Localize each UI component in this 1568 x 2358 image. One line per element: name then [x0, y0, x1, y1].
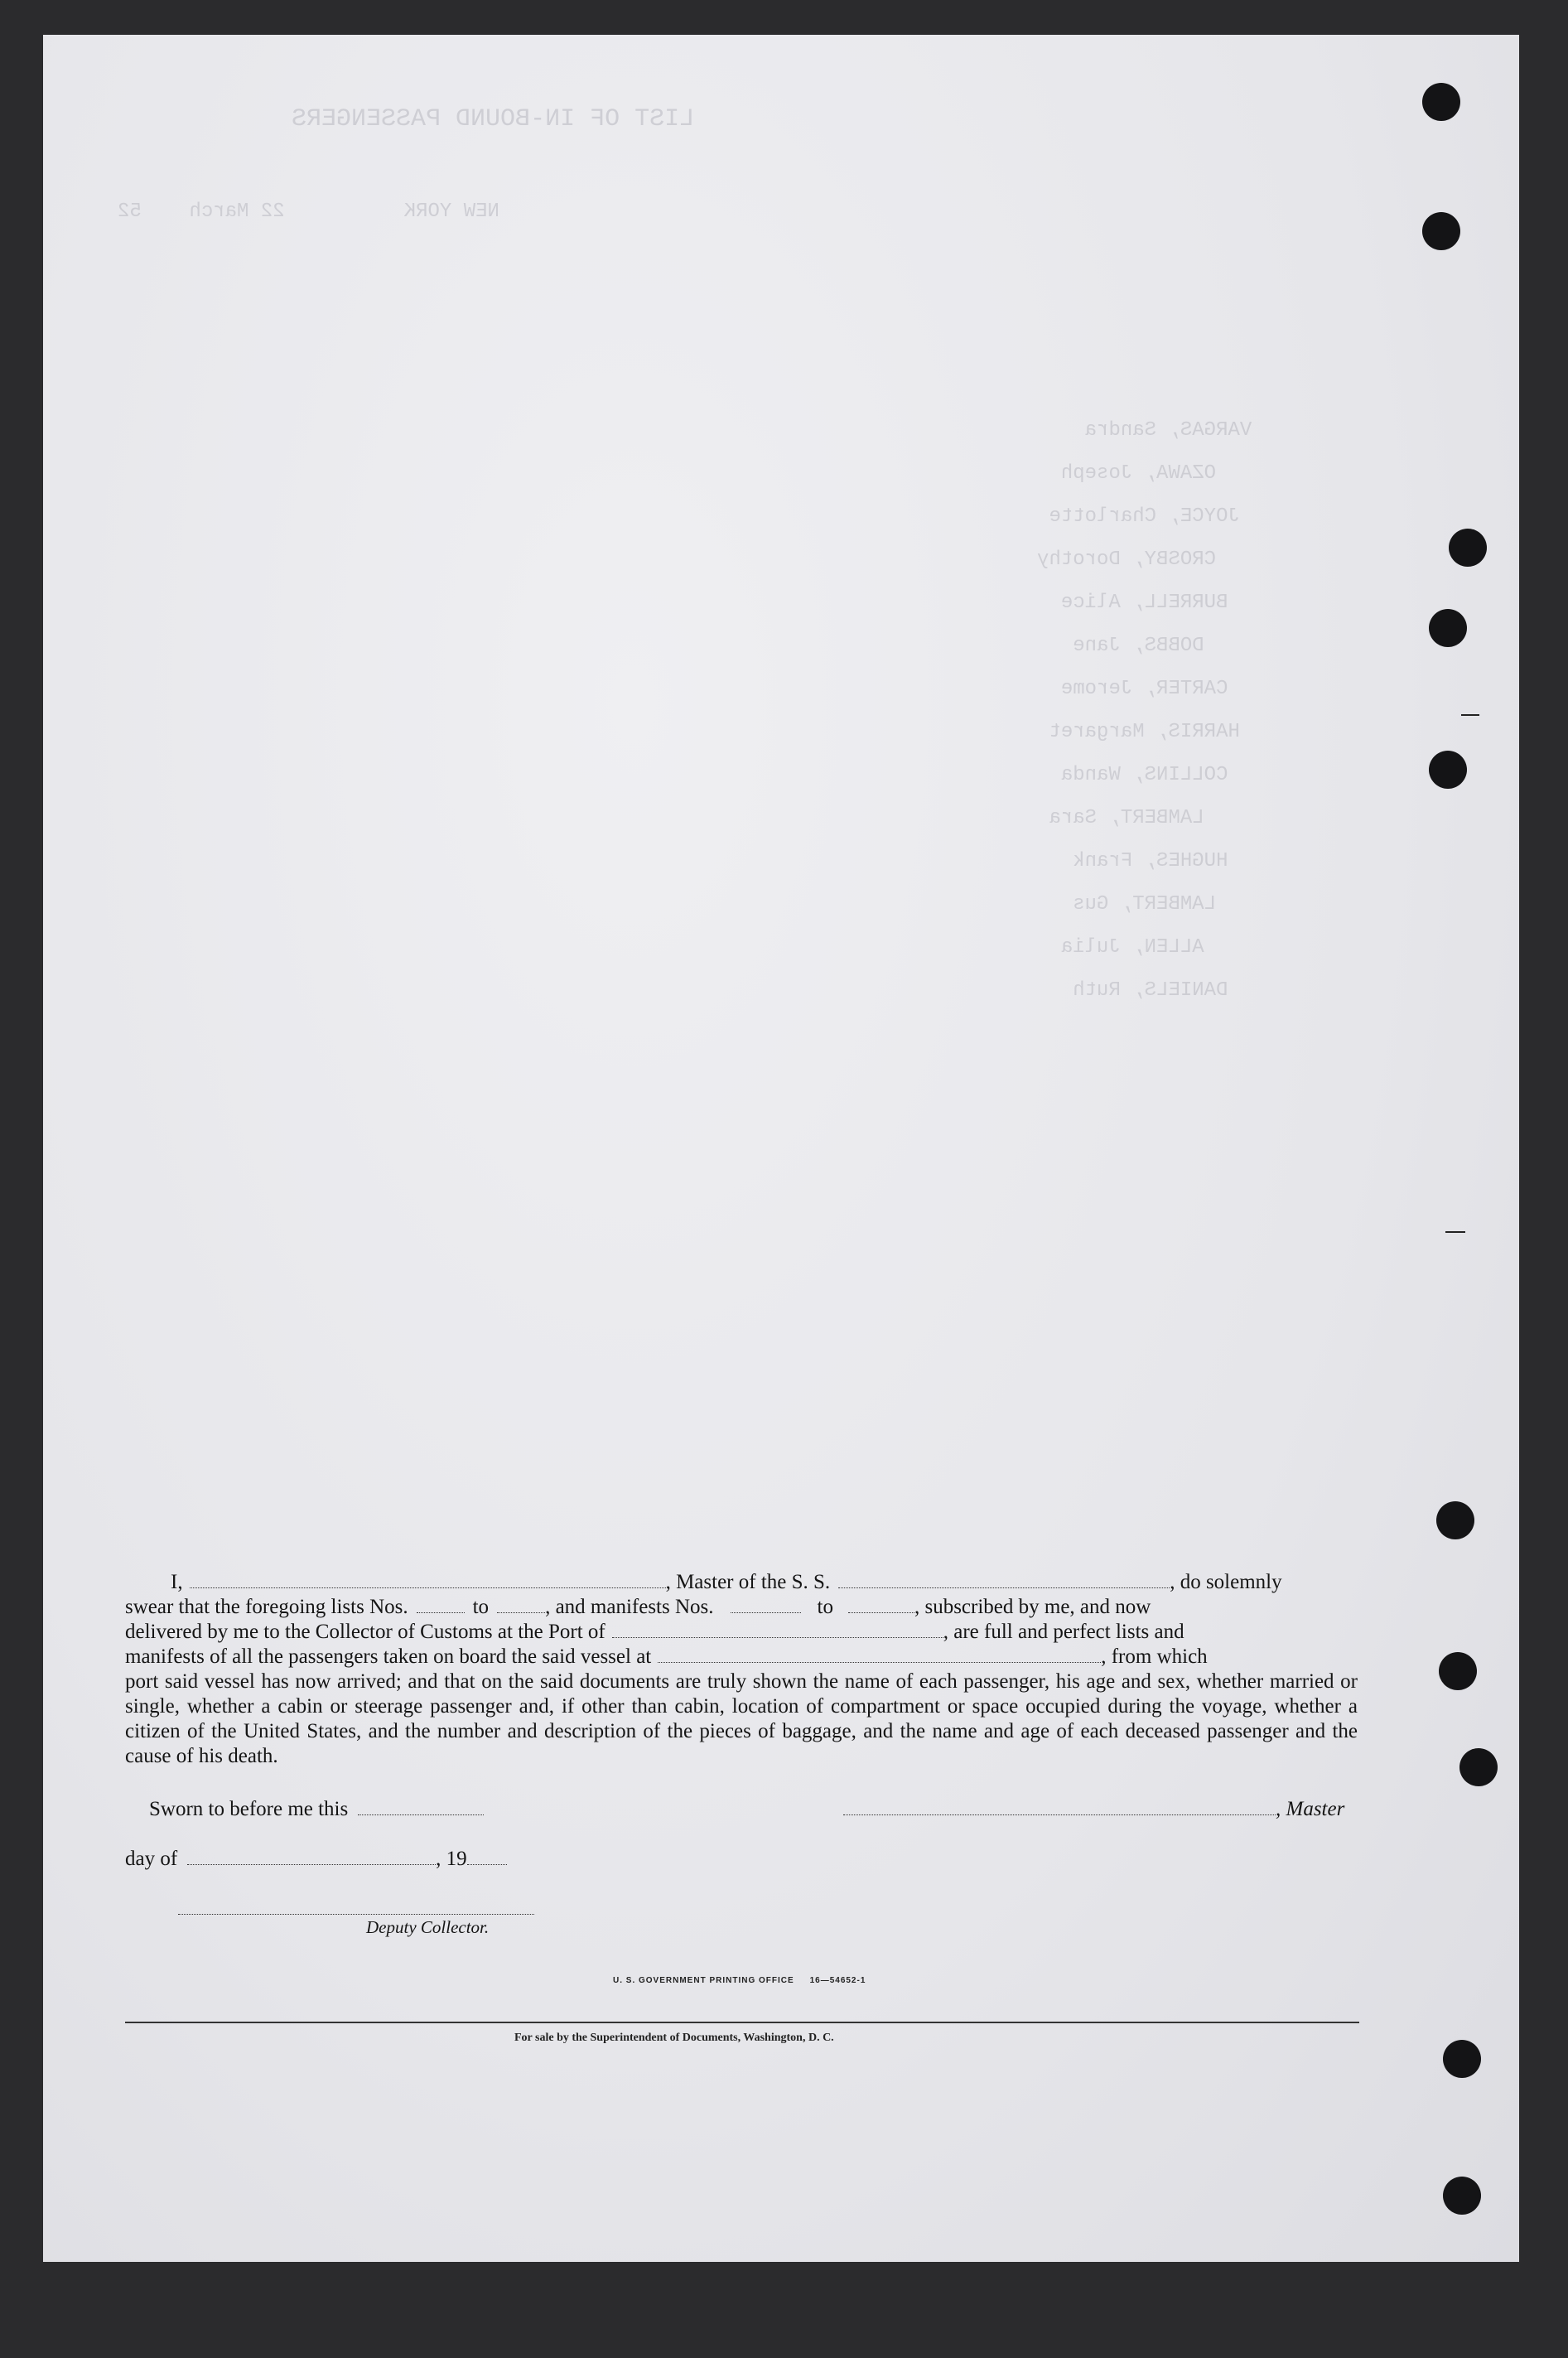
oath-line-3 — [125, 1620, 1358, 1645]
deputy-collector-label: Deputy Collector. — [366, 1917, 490, 1937]
oath-full-perfect: , are full and perfect lists and — [943, 1621, 1184, 1643]
binder-hole — [1443, 2040, 1481, 2078]
margin-mark — [1461, 714, 1479, 716]
day-of-line — [125, 1848, 507, 1871]
sale-notice: For sale by the Superintendent of Documents, Washington, D. C. — [514, 2032, 834, 2044]
binder-hole — [1449, 529, 1487, 567]
port-blank — [612, 1621, 943, 1638]
master-label: , Master — [1276, 1798, 1345, 1820]
master-name-blank — [190, 1571, 666, 1588]
margin-mark — [1445, 1231, 1465, 1233]
oath-line-1 — [125, 1570, 1358, 1595]
oath-line-4 — [125, 1645, 1358, 1669]
sworn-label: Sworn to before me this — [149, 1798, 349, 1820]
year-label: , 19 — [436, 1848, 467, 1870]
oath-to: to — [817, 1596, 833, 1618]
sworn-day-blank — [358, 1798, 484, 1815]
oath-taken-on-board: manifests of all the passengers taken on board the said vessel at — [125, 1645, 652, 1668]
binder-hole — [1436, 1501, 1474, 1539]
binder-hole — [1429, 609, 1467, 647]
master-signature-blank — [843, 1798, 1276, 1815]
oath-master-of: , Master of the S. S. — [665, 1571, 831, 1593]
oath-manifests-nos: , and manifests Nos. — [545, 1596, 714, 1618]
oath-i: I, — [171, 1571, 183, 1593]
binder-hole — [1443, 2177, 1481, 2215]
oath-subscribed: , subscribed by me, and now — [914, 1596, 1151, 1618]
bleed-through-text: LIST OF IN-BOUND PASSENGERS — [292, 105, 695, 133]
oath-paragraph — [125, 1570, 1358, 1769]
binder-hole — [1422, 212, 1460, 250]
manifest-to-blank — [848, 1596, 914, 1613]
binder-hole — [1422, 83, 1460, 121]
oath-body: port said vessel has now arrived; and that on the said documents are truly shown the name of each passenger, his age and sex, whether married or single, whether a cabin or steerage passenger and, if other than cabin, location of compartment or space occupied during the voyage, whether a citizen of the United States, and the number and description of the pieces of baggage, and the name and age of each deceased passenger and the cause of his death. — [125, 1670, 1358, 1767]
vessel-name-blank — [838, 1571, 1170, 1588]
printing-office-line: U. S. GOVERNMENT PRINTING OFFICE 16—54652-1 — [613, 1976, 866, 1985]
footer-rule — [125, 2022, 1359, 2023]
binder-hole — [1459, 1748, 1498, 1786]
list-to-blank — [497, 1596, 545, 1613]
bleed-through-text: VARGAS, Sandra OZAWA, Joseph JOYCE, Charlotte CROSBY, Dorothy BURRELL, Alice DOBBS, Jane CARTER, Jerome HARRIS, Margaret COLLINS, Wanda LAMBERT, Sara HUGHES, Frank LAMBERT, Gus ALLEN, Julia DANIELS, Ruth — [1037, 419, 1252, 1002]
binder-hole — [1439, 1652, 1477, 1690]
year-blank — [467, 1848, 507, 1865]
document-page — [43, 35, 1519, 2262]
list-from-blank — [417, 1596, 465, 1613]
day-of-blank — [187, 1848, 436, 1865]
oath-solemnly: , do solemnly — [1170, 1571, 1282, 1593]
deputy-signature-line — [178, 1914, 534, 1915]
manifest-from-blank — [731, 1596, 801, 1613]
oath-to: to — [472, 1596, 490, 1618]
master-signature-line — [843, 1798, 1344, 1821]
oath-from-which: , from which — [1101, 1645, 1208, 1668]
departure-port-blank — [658, 1645, 1101, 1663]
sworn-line — [149, 1798, 484, 1821]
day-of-label: day of — [125, 1848, 178, 1870]
binder-hole — [1429, 751, 1467, 789]
oath-lists-nos: swear that the foregoing lists Nos. — [125, 1596, 408, 1618]
oath-port-of: delivered by me to the Collector of Customs at the Port of — [125, 1621, 605, 1643]
oath-line-2 — [125, 1595, 1358, 1620]
bleed-through-text: NEW YORK 22 March 52 — [118, 201, 715, 223]
